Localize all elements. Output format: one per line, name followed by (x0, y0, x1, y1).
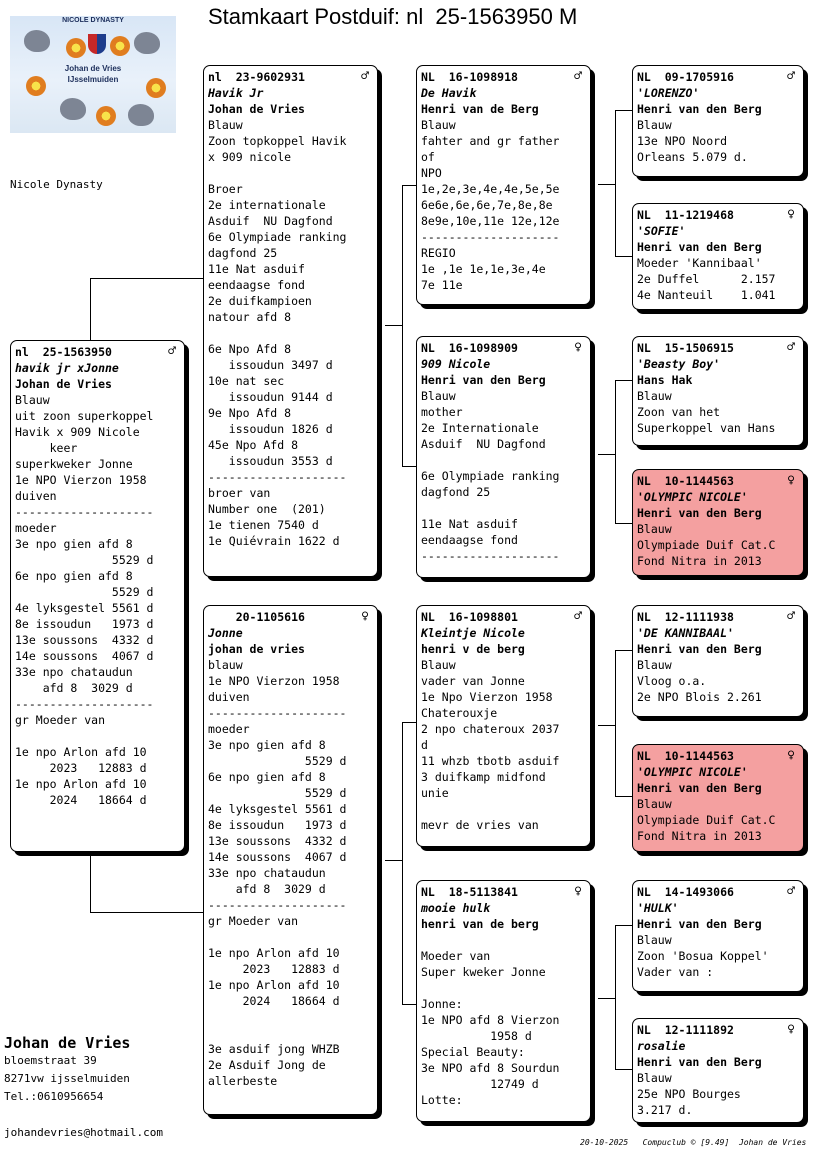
info-line: 1e npo Arlon afd 10 (15, 777, 147, 791)
info-line: broer van (208, 486, 271, 500)
ring-number: NL 16-1098801 ♂ (421, 609, 582, 624)
connector-line (598, 184, 616, 185)
pigeon-name: Havik Jr (208, 86, 264, 100)
info-line: Broer (208, 182, 243, 196)
female-symbol-icon: ♀ (787, 1022, 795, 1037)
info-line: Moeder 'Kannibaal' (637, 256, 762, 270)
owner-name: Johan de Vries (4, 1034, 131, 1052)
pigeon-card-main[interactable] (10, 340, 185, 852)
ring-number: nl 23-9602931 ♂ (208, 69, 369, 84)
pigeon-name: 909 Nicole (421, 357, 491, 371)
info-line: 5529 d (208, 754, 347, 768)
info-line: Blauw (637, 118, 672, 132)
info-line: 11e Nat asduif (421, 517, 518, 531)
info-line: 8e9e,10e,11e 12e,12e (421, 214, 560, 228)
info-line: 8e issoudun 1973 d (208, 818, 347, 832)
info-line: 4e lyksgestel 5561 d (208, 802, 347, 816)
info-line: 13e NPO Noord (637, 134, 728, 148)
info-line: Blauw (637, 658, 672, 672)
connector-line (598, 998, 616, 999)
info-line: 6e Olympiade ranking (208, 230, 347, 244)
breeder-name: Henri van den Berg (637, 917, 762, 931)
info-line: 14e soussons 4067 d (15, 649, 154, 663)
ring-number: NL 16-1098918 ♂ (421, 69, 582, 84)
connector-line (385, 860, 403, 861)
male-symbol-icon: ♂ (787, 340, 795, 355)
male-symbol-icon: ♂ (361, 69, 369, 84)
info-line: NPO (421, 166, 442, 180)
connector-line (402, 185, 403, 467)
breeder-name: Johan de Vries (15, 377, 112, 391)
ring-number: NL 12-1111892 ♀ (637, 1022, 795, 1037)
female-symbol-icon: ♀ (574, 340, 582, 355)
pigeon-card-father[interactable] (203, 65, 378, 577)
strain-label: Nicole Dynasty (10, 178, 103, 191)
info-line: gr Moeder van (208, 914, 299, 928)
pigeon-card-mmm[interactable] (632, 1018, 804, 1123)
info-line: 8e issoudun 1973 d (15, 617, 154, 631)
info-line: -------------------- (208, 706, 347, 720)
info-line: -------------------- (208, 898, 347, 912)
info-line: 25e NPO Bourges (637, 1087, 741, 1101)
connector-line (598, 725, 616, 726)
male-symbol-icon: ♂ (574, 609, 582, 624)
breeder-name: henri van de berg (421, 917, 539, 931)
owner-phone: Tel.:0610956654 (4, 1090, 104, 1103)
info-line: 2024 18664 d (15, 793, 147, 807)
pigeon-card-fmf[interactable] (632, 336, 804, 446)
logo-name: Johan de Vries (64, 64, 122, 73)
flower-icon (110, 36, 130, 56)
ring-number: NL 09-1705916 ♂ (637, 69, 795, 84)
info-line: 33e npo chataudun (208, 866, 326, 880)
info-line (421, 932, 584, 948)
info-line (208, 1025, 371, 1041)
pigeon-name: 'OLYMPIC NICOLE' (637, 765, 748, 779)
pigeon-name: 'OLYMPIC NICOLE' (637, 490, 748, 504)
pigeon-name: rosalie (637, 1039, 686, 1053)
info-line: Blauw (637, 389, 672, 403)
breeder-name: Henri van den Berg (637, 102, 762, 116)
pigeon-icon (134, 32, 160, 54)
info-line: 11 whzb tbotb asduif (421, 754, 560, 768)
info-line (208, 325, 371, 341)
info-line: allerbeste (208, 1074, 278, 1088)
info-line: 3e asduif jong WHZB (208, 1042, 340, 1056)
connector-line (90, 278, 204, 279)
info-line: 4e lyksgestel 5561 d (15, 601, 154, 615)
info-line: Number one (201) (208, 502, 326, 516)
info-line: Super kweker Jonne (421, 965, 546, 979)
pigeon-name: 'HULK' (637, 901, 679, 915)
info-line: 2 npo chateroux 2037 (421, 722, 560, 736)
male-symbol-icon: ♂ (787, 884, 795, 899)
pigeon-name: De Havik (421, 86, 477, 100)
pigeon-name: 'SOFIE' (637, 224, 686, 238)
info-line: 5529 d (15, 585, 154, 599)
info-line: Blauw (637, 1071, 672, 1085)
info-line: 45e Npo Afd 8 (208, 438, 299, 452)
ring-number: NL 10-1144563 ♀ (637, 473, 795, 488)
breeder-name: Henri van de Berg (421, 102, 539, 116)
info-line: 6e Npo Afd 8 (208, 342, 292, 356)
info-line: gr Moeder van (15, 713, 106, 727)
ring-number: NL 14-1493066 ♂ (637, 884, 795, 899)
info-line: eendaagse fond (208, 278, 305, 292)
connector-line (615, 110, 616, 257)
info-line (421, 500, 584, 516)
info-line: dagfond 25 (421, 485, 491, 499)
info-line: Asduif NU Dagfond (208, 214, 333, 228)
info-line: 11e Nat asduif (208, 262, 305, 276)
info-line (421, 980, 584, 996)
info-line: uit zoon superkoppel (15, 409, 154, 423)
info-line: Blauw (208, 118, 243, 132)
breeder-name: johan de vries (208, 642, 305, 656)
info-line: 2e Duffel 2.157 (637, 272, 776, 286)
info-line: Jonne: (421, 997, 463, 1011)
info-line: issoudun 3553 d (208, 454, 333, 468)
info-line: 1e Quiévrain 1622 d (208, 534, 340, 548)
info-line: 13e soussons 4332 d (208, 834, 347, 848)
breeder-name: Henri van den Berg (637, 1055, 762, 1069)
info-line: 2023 12883 d (208, 962, 340, 976)
ring-number: NL 15-1506915 ♂ (637, 340, 795, 355)
info-line: duiven (15, 489, 57, 503)
connector-line (402, 722, 403, 1005)
info-line: Vloog o.a. (637, 674, 707, 688)
info-line: fahter and gr father (421, 134, 560, 148)
info-line: eendaagse fond (421, 533, 518, 547)
breeder-name: Johan de Vries (208, 102, 305, 116)
pigeon-name: Kleintje Nicole (421, 626, 525, 640)
info-line: Fond Nitra in 2013 (637, 829, 762, 843)
info-line: 3 duifkamp midfond (421, 770, 546, 784)
info-line: 7e 11e (421, 278, 463, 292)
connector-line (402, 722, 417, 723)
connector-line (615, 110, 632, 111)
info-line (208, 1009, 371, 1025)
info-line: of (421, 150, 435, 164)
connector-line (402, 185, 417, 186)
connector-line (402, 466, 417, 467)
info-line: unie (421, 786, 449, 800)
ring-number: NL 12-1111938 ♂ (637, 609, 795, 624)
info-line: 1e NPO Vierzon 1958 (208, 674, 340, 688)
female-symbol-icon: ♀ (787, 473, 795, 488)
info-line: Havik x 909 Nicole (15, 425, 140, 439)
info-line: 1958 d (421, 1029, 532, 1043)
owner-block (4, 1034, 163, 1142)
owner-city: 8271vw ijsselmuiden (4, 1072, 130, 1085)
connector-line (615, 380, 632, 381)
breeder-name: Henri van den Berg (637, 506, 762, 520)
ring-number: 20-1105616 ♀ (208, 609, 369, 624)
pigeon-card-ff[interactable] (416, 65, 591, 305)
info-line: 13e soussons 4332 d (15, 633, 154, 647)
info-line: Blauw (637, 797, 672, 811)
pigeon-card-mfm[interactable] (632, 744, 804, 852)
info-line: 10e nat sec (208, 374, 285, 388)
owner-email[interactable]: johandevries@hotmail.com (4, 1126, 163, 1139)
info-line: 2e Internationale (421, 421, 539, 435)
connector-line (615, 925, 616, 1070)
info-line: 1e NPO afd 8 Vierzon (421, 1013, 560, 1027)
breeder-name: Hans Hak (637, 373, 693, 387)
info-line: Superkoppel van Hans (637, 421, 776, 435)
breeder-name: Henri van den Berg (421, 373, 546, 387)
footer: 20-10-2025 Compuclub © [9.49] Johan de Vries (580, 1138, 807, 1147)
pigeon-card-fmm[interactable] (632, 469, 804, 576)
pigeon-card-mff[interactable] (632, 605, 804, 717)
pigeon-card-ffm[interactable] (632, 203, 804, 310)
info-line: 4e Nanteuil 1.041 (637, 288, 776, 302)
info-line: Lotte: (421, 1093, 463, 1107)
male-symbol-icon: ♂ (574, 69, 582, 84)
info-line: 12749 d (421, 1077, 539, 1091)
info-line: 1e ,1e 1e,1e,3e,4e (421, 262, 546, 276)
info-line: 6e6e,6e,6e,7e,8e,8e (421, 198, 553, 212)
breeder-name: henri v de berg (421, 642, 525, 656)
info-line: natour afd 8 (208, 310, 292, 324)
info-line: Orleans 5.079 d. (637, 150, 748, 164)
logo-top-text: NICOLE DYNASTY (62, 17, 124, 24)
info-line: 6e npo gien afd 8 (208, 770, 326, 784)
info-line: 1e tienen 7540 d (208, 518, 319, 532)
info-line: 3.217 d. (637, 1103, 693, 1117)
female-symbol-icon: ♀ (574, 884, 582, 899)
info-line: duiven (208, 690, 250, 704)
pigeon-name: 'DE KANNIBAAL' (637, 626, 734, 640)
info-line: Olympiade Duif Cat.C (637, 813, 776, 827)
pigeon-card-mf[interactable] (416, 605, 591, 847)
info-line: 2024 18664 d (208, 994, 340, 1008)
info-line: issoudun 9144 d (208, 390, 333, 404)
pigeon-name: 'Beasty Boy' (637, 357, 721, 371)
breeder-name: Henri van den Berg (637, 240, 762, 254)
info-line: dagfond 25 (208, 246, 278, 260)
connector-line (598, 454, 616, 455)
male-symbol-icon: ♂ (787, 609, 795, 624)
info-line: issoudun 1826 d (208, 422, 333, 436)
info-line: REGIO (421, 246, 456, 260)
pigeon-card-fff[interactable] (632, 65, 804, 177)
info-line: keer (15, 441, 78, 455)
info-line: 1e,2e,3e,4e,4e,5e,5e (421, 182, 560, 196)
connector-line (90, 852, 91, 912)
info-line: x 909 nicole (208, 150, 292, 164)
pigeon-icon (24, 30, 50, 52)
flower-icon (96, 106, 116, 126)
connector-line (90, 278, 91, 340)
info-line: Fond Nitra in 2013 (637, 554, 762, 568)
logo (10, 16, 176, 133)
info-line: blauw (208, 658, 243, 672)
info-line: 6e Olympiade ranking (421, 469, 560, 483)
info-line: -------------------- (15, 505, 154, 519)
ring-number: NL 16-1098909 ♀ (421, 340, 582, 355)
breeder-name: Henri van den Berg (637, 642, 762, 656)
logo-place: IJsselmuiden (67, 75, 119, 84)
info-line: afd 8 3029 d (15, 681, 133, 695)
info-line: 2e duifkampioen (208, 294, 312, 308)
pigeon-name: mooie hulk (421, 901, 491, 915)
info-line: 3e npo gien afd 8 (15, 537, 133, 551)
female-symbol-icon: ♀ (787, 207, 795, 222)
flower-icon (66, 38, 86, 58)
pigeon-name: havik jr xJonne (15, 361, 119, 375)
info-line: -------------------- (208, 470, 347, 484)
page-title: Stamkaart Postduif: nl 25-1563950 M (208, 4, 578, 29)
pigeon-name: Jonne (208, 626, 243, 640)
pigeon-name: 'LORENZO' (637, 86, 700, 100)
info-line: 9e Npo Afd 8 (208, 406, 292, 420)
info-line: afd 8 3029 d (208, 882, 326, 896)
info-line: Olympiade Duif Cat.C (637, 538, 776, 552)
info-line: 1e npo Arlon afd 10 (15, 745, 147, 759)
connector-line (615, 796, 632, 797)
connector-line (385, 325, 403, 326)
connector-line (615, 1069, 632, 1070)
flower-icon (146, 78, 166, 98)
pigeon-card-mother[interactable] (203, 605, 378, 1115)
info-line: 1e Npo Vierzon 1958 (421, 690, 553, 704)
info-line: 3e NPO afd 8 Sourdun (421, 1061, 560, 1075)
info-line: issoudun 3497 d (208, 358, 333, 372)
info-line: 5529 d (15, 553, 154, 567)
info-line: 2e internationale (208, 198, 326, 212)
female-symbol-icon: ♀ (787, 748, 795, 763)
pigeon-icon (60, 98, 86, 120)
info-line: mevr de vries van (421, 818, 539, 832)
connector-line (615, 256, 632, 257)
info-line: Zoon 'Bosua Koppel' (637, 949, 769, 963)
info-line (208, 165, 371, 181)
ring-number: NL 10-1144563 ♀ (637, 748, 795, 763)
info-line: d (421, 738, 428, 752)
info-line: 1e npo Arlon afd 10 (208, 978, 340, 992)
info-line: 6e npo gien afd 8 (15, 569, 133, 583)
info-line: superkweker Jonne (15, 457, 133, 471)
info-line: 2e NPO Blois 2.261 (637, 690, 762, 704)
info-line: -------------------- (421, 230, 560, 244)
info-line: 14e soussons 4067 d (208, 850, 347, 864)
connector-line (615, 650, 632, 651)
info-line (421, 801, 584, 817)
info-line (15, 728, 178, 744)
pigeon-card-fm[interactable] (416, 336, 591, 578)
info-line: 1e NPO Vierzon 1958 (15, 473, 147, 487)
info-line: Moeder van (421, 949, 491, 963)
info-line: -------------------- (15, 697, 154, 711)
info-line: Chaterouxje (421, 706, 498, 720)
info-line: moeder (15, 521, 57, 535)
info-line: Zoon topkoppel Havik (208, 134, 347, 148)
connector-line (615, 650, 616, 797)
info-line: Vader van : (637, 965, 714, 979)
info-line: Zoon van het (637, 405, 721, 419)
male-symbol-icon: ♂ (787, 69, 795, 84)
info-line (421, 452, 584, 468)
info-line: Special Beauty: (421, 1045, 525, 1059)
shield-icon (88, 34, 106, 54)
info-line: Blauw (421, 389, 456, 403)
info-line: 1e npo Arlon afd 10 (208, 946, 340, 960)
info-line: 2023 12883 d (15, 761, 147, 775)
ring-number: NL 18-5113841 ♀ (421, 884, 582, 899)
connector-line (90, 912, 204, 913)
info-line: 3e npo gien afd 8 (208, 738, 326, 752)
owner-street: bloemstraat 39 (4, 1054, 97, 1067)
info-line: Blauw (637, 933, 672, 947)
male-symbol-icon: ♂ (168, 344, 176, 359)
info-line: vader van Jonne (421, 674, 525, 688)
connector-line (615, 380, 616, 524)
info-line: -------------------- (421, 549, 560, 563)
pigeon-icon (128, 104, 154, 126)
info-line: Asduif NU Dagfond (421, 437, 546, 451)
connector-line (402, 1004, 417, 1005)
info-line: Blauw (637, 522, 672, 536)
info-line: Blauw (15, 393, 50, 407)
connector-line (615, 523, 632, 524)
connector-line (615, 925, 632, 926)
info-line: Blauw (421, 118, 456, 132)
pigeon-card-mm[interactable] (416, 880, 591, 1122)
pigeon-card-mmf[interactable] (632, 880, 804, 992)
info-line: Blauw (421, 658, 456, 672)
ring-number: nl 25-1563950 ♂ (15, 344, 176, 359)
info-line (208, 929, 371, 945)
info-line: 33e npo chataudun (15, 665, 133, 679)
ring-number: NL 11-1219468 ♀ (637, 207, 795, 222)
info-line: 5529 d (208, 786, 347, 800)
info-line: moeder (208, 722, 250, 736)
info-line: mother (421, 405, 463, 419)
breeder-name: Henri van den Berg (637, 781, 762, 795)
female-symbol-icon: ♀ (361, 609, 369, 624)
info-line: 2e Asduif Jong de (208, 1058, 326, 1072)
